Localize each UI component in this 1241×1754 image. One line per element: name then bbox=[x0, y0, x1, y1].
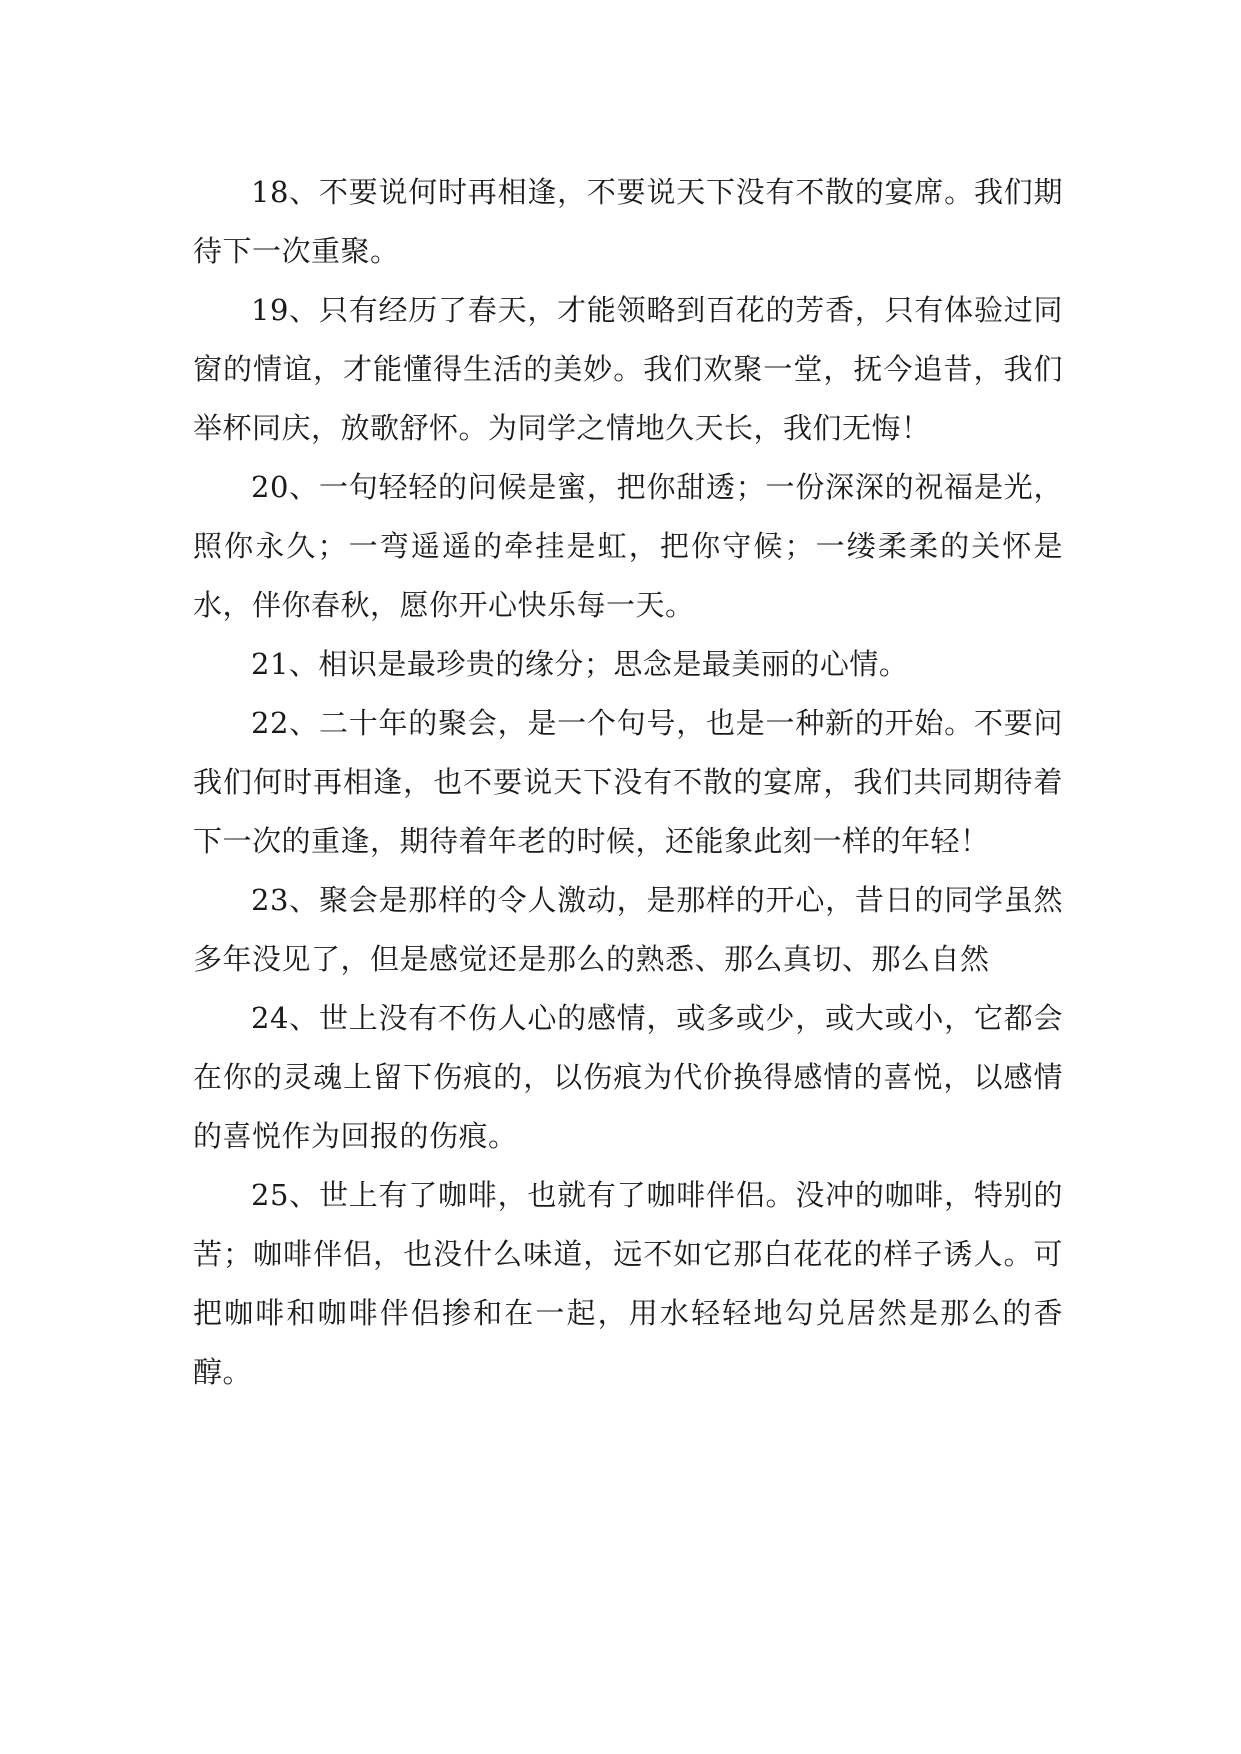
paragraph-20: 20、一句轻轻的问候是蜜，把你甜透；一份深深的祝福是光，照你永久；一弯遥遥的牵挂是虹，把你守候；一缕柔柔的关怀是水，伴你春秋，愿你开心快乐每一天。 bbox=[193, 470, 1063, 622]
paragraph-23: 23、聚会是那样的令人激动，是那样的开心，昔日的同学虽然多年没见了，但是感觉还是那么的熟悉、那么真切、那么自然 bbox=[193, 883, 1063, 976]
paragraph-19: 19、只有经历了春天，才能领略到百花的芳香，只有体验过同窗的情谊，才能懂得生活的美妙。我们欢聚一堂，抚今追昔，我们举杯同庆，放歌舒怀。为同学之情地久天长，我们无悔！ bbox=[193, 293, 1063, 445]
document-body bbox=[193, 163, 1063, 1402]
paragraph-18: 18、不要说何时再相逢，不要说天下没有不散的宴席。我们期待下一次重聚。 bbox=[193, 175, 1063, 268]
paragraph-21: 21、相识是最珍贵的缘分；思念是最美丽的心情。 bbox=[251, 647, 909, 681]
paragraph-22: 22、二十年的聚会，是一个句号，也是一种新的开始。不要问我们何时再相逢，也不要说天下没有不散的宴席，我们共同期待着下一次的重逢，期待着年老的时候，还能象此刻一样的年轻！ bbox=[193, 706, 1063, 858]
paragraph-24: 24、世上没有不伤人心的感情，或多或少，或大或小，它都会在你的灵魂上留下伤痕的，以伤痕为代价换得感情的喜悦，以感情的喜悦作为回报的伤痕。 bbox=[193, 1001, 1063, 1153]
paragraph-25: 25、世上有了咖啡，也就有了咖啡伴侣。没冲的咖啡，特别的苦；咖啡伴侣，也没什么味道，远不如它那白花花的样子诱人。可把咖啡和咖啡伴侣掺和在一起，用水轻轻地勾兑居然是那么的香醇。 bbox=[193, 1178, 1063, 1389]
